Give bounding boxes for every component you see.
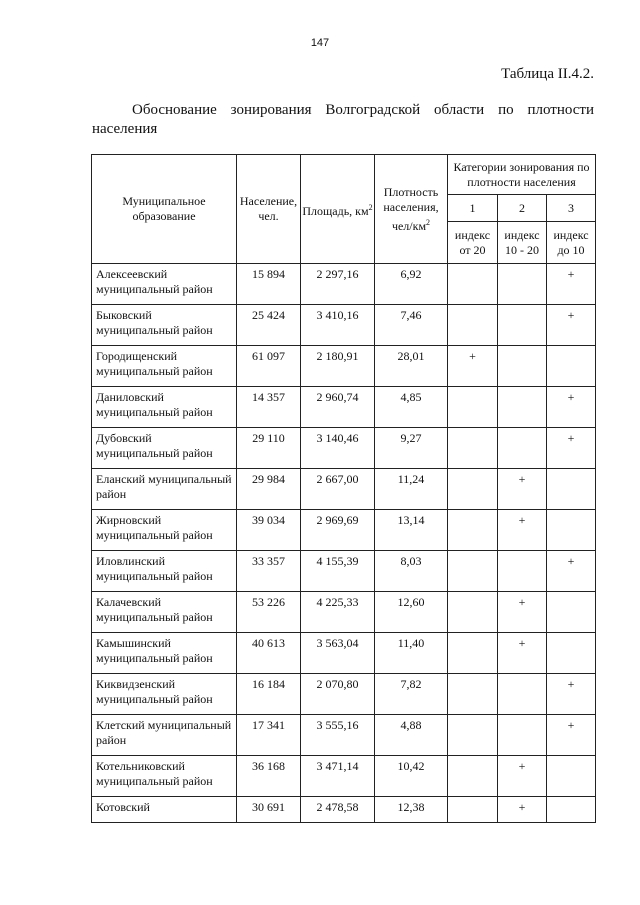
header-area xyxy=(301,155,375,264)
header-area-text: Площадь, км xyxy=(302,203,369,218)
heading-word: плотности xyxy=(527,102,594,118)
municipality-cell: Киквидзенский муниципальный район xyxy=(92,674,237,715)
header-density-text: Плотность населения, чел/км xyxy=(383,184,439,233)
category-1-cell xyxy=(448,510,498,551)
category-1-cell xyxy=(448,305,498,346)
population-cell: 30 691 xyxy=(237,797,301,823)
category-3-cell: + xyxy=(547,305,596,346)
density-cell: 11,24 xyxy=(375,469,448,510)
table-row xyxy=(92,756,596,797)
category-1-cell xyxy=(448,551,498,592)
category-3-cell: + xyxy=(547,674,596,715)
municipality-cell: Котовский xyxy=(92,797,237,823)
density-cell: 8,03 xyxy=(375,551,448,592)
density-cell: 4,88 xyxy=(375,715,448,756)
header-cat-2: 2 xyxy=(498,195,547,222)
category-3-cell: + xyxy=(547,387,596,428)
category-1-cell xyxy=(448,428,498,469)
category-2-cell: + xyxy=(498,469,547,510)
heading-line-1 xyxy=(92,101,594,120)
header-density-sup: 2 xyxy=(426,217,431,227)
category-2-cell xyxy=(498,551,547,592)
header-index-2: индекс 10 - 20 xyxy=(498,222,547,264)
category-2-cell xyxy=(498,346,547,387)
density-cell: 4,85 xyxy=(375,387,448,428)
table-row xyxy=(92,633,596,674)
density-cell: 11,40 xyxy=(375,633,448,674)
category-3-cell: + xyxy=(547,715,596,756)
area-cell: 3 471,14 xyxy=(301,756,375,797)
area-cell: 4 225,33 xyxy=(301,592,375,633)
density-cell: 6,92 xyxy=(375,264,448,305)
table-row xyxy=(92,428,596,469)
municipality-cell: Даниловский муниципальный район xyxy=(92,387,237,428)
table-body xyxy=(92,264,596,823)
table-row xyxy=(92,346,596,387)
area-cell: 2 960,74 xyxy=(301,387,375,428)
heading-word: по xyxy=(498,102,514,118)
table-row xyxy=(92,715,596,756)
header-density xyxy=(375,155,448,264)
category-1-cell xyxy=(448,387,498,428)
category-3-cell xyxy=(547,592,596,633)
area-cell: 2 667,00 xyxy=(301,469,375,510)
density-cell: 12,60 xyxy=(375,592,448,633)
municipality-cell: Калачевский муниципальный район xyxy=(92,592,237,633)
heading-word: области xyxy=(434,102,485,118)
table-label: Таблица II.4.2. xyxy=(501,66,594,82)
municipality-cell: Иловлинский муниципальный район xyxy=(92,551,237,592)
page-number: 147 xyxy=(310,37,330,49)
table-heading xyxy=(92,101,594,139)
category-3-cell: + xyxy=(547,551,596,592)
category-1-cell xyxy=(448,633,498,674)
table-row xyxy=(92,387,596,428)
header-population: Население, чел. xyxy=(237,155,301,264)
header-index-1: индекс от 20 xyxy=(448,222,498,264)
category-2-cell: + xyxy=(498,797,547,823)
population-cell: 17 341 xyxy=(237,715,301,756)
area-cell: 2 478,58 xyxy=(301,797,375,823)
category-2-cell xyxy=(498,264,547,305)
header-municipality: Муниципальное образование xyxy=(92,155,237,264)
category-1-cell xyxy=(448,756,498,797)
category-3-cell xyxy=(547,510,596,551)
density-cell: 7,82 xyxy=(375,674,448,715)
area-cell: 3 563,04 xyxy=(301,633,375,674)
category-3-cell: + xyxy=(547,264,596,305)
population-cell: 61 097 xyxy=(237,346,301,387)
municipality-cell: Котельниковский муниципальный район xyxy=(92,756,237,797)
zoning-table xyxy=(91,154,596,823)
density-cell: 28,01 xyxy=(375,346,448,387)
category-2-cell xyxy=(498,674,547,715)
density-cell: 9,27 xyxy=(375,428,448,469)
category-1-cell xyxy=(448,264,498,305)
category-2-cell: + xyxy=(498,633,547,674)
municipality-cell: Дубовский муниципальный район xyxy=(92,428,237,469)
category-2-cell: + xyxy=(498,592,547,633)
population-cell: 39 034 xyxy=(237,510,301,551)
population-cell: 15 894 xyxy=(237,264,301,305)
header-cat-1: 1 xyxy=(448,195,498,222)
table-row xyxy=(92,510,596,551)
category-1-cell: + xyxy=(448,346,498,387)
table-row xyxy=(92,469,596,510)
density-cell: 13,14 xyxy=(375,510,448,551)
area-cell: 3 140,46 xyxy=(301,428,375,469)
population-cell: 36 168 xyxy=(237,756,301,797)
population-cell: 53 226 xyxy=(237,592,301,633)
municipality-cell: Еланский муниципальный район xyxy=(92,469,237,510)
table-row xyxy=(92,551,596,592)
category-2-cell xyxy=(498,428,547,469)
area-cell: 2 969,69 xyxy=(301,510,375,551)
municipality-cell: Камышинский муниципальный район xyxy=(92,633,237,674)
header-area-sup: 2 xyxy=(368,202,373,212)
heading-line-2: населения xyxy=(92,121,158,137)
heading-word: Волгоградской xyxy=(325,102,421,118)
municipality-cell: Жирновский муниципальный район xyxy=(92,510,237,551)
density-cell: 7,46 xyxy=(375,305,448,346)
population-cell: 25 424 xyxy=(237,305,301,346)
category-3-cell xyxy=(547,797,596,823)
category-2-cell xyxy=(498,305,547,346)
category-2-cell xyxy=(498,387,547,428)
area-cell: 3 555,16 xyxy=(301,715,375,756)
header-categories: Категории зонирования по плотности населения xyxy=(448,155,596,195)
population-cell: 14 357 xyxy=(237,387,301,428)
area-cell: 3 410,16 xyxy=(301,305,375,346)
municipality-cell: Клетский муниципальный район xyxy=(92,715,237,756)
category-1-cell xyxy=(448,469,498,510)
category-3-cell xyxy=(547,346,596,387)
category-3-cell xyxy=(547,633,596,674)
municipality-cell: Быковский муниципальный район xyxy=(92,305,237,346)
category-1-cell xyxy=(448,674,498,715)
heading-word: Обоснование xyxy=(132,102,217,118)
category-3-cell xyxy=(547,756,596,797)
category-3-cell xyxy=(547,469,596,510)
density-cell: 10,42 xyxy=(375,756,448,797)
header-cat-3: 3 xyxy=(547,195,596,222)
category-1-cell xyxy=(448,797,498,823)
population-cell: 16 184 xyxy=(237,674,301,715)
area-cell: 2 297,16 xyxy=(301,264,375,305)
density-cell: 12,38 xyxy=(375,797,448,823)
area-cell: 2 070,80 xyxy=(301,674,375,715)
table-row xyxy=(92,674,596,715)
category-2-cell xyxy=(498,715,547,756)
category-2-cell: + xyxy=(498,756,547,797)
population-cell: 40 613 xyxy=(237,633,301,674)
category-1-cell xyxy=(448,715,498,756)
table-row xyxy=(92,305,596,346)
population-cell: 33 357 xyxy=(237,551,301,592)
category-1-cell xyxy=(448,592,498,633)
table-row xyxy=(92,592,596,633)
table-row xyxy=(92,797,596,823)
header-index-3: индекс до 10 xyxy=(547,222,596,264)
population-cell: 29 984 xyxy=(237,469,301,510)
category-2-cell: + xyxy=(498,510,547,551)
heading-word: зонирования xyxy=(230,102,312,118)
table-row xyxy=(92,264,596,305)
municipality-cell: Городищенский муниципальный район xyxy=(92,346,237,387)
area-cell: 4 155,39 xyxy=(301,551,375,592)
category-3-cell: + xyxy=(547,428,596,469)
area-cell: 2 180,91 xyxy=(301,346,375,387)
municipality-cell: Алексеевский муниципальный район xyxy=(92,264,237,305)
population-cell: 29 110 xyxy=(237,428,301,469)
